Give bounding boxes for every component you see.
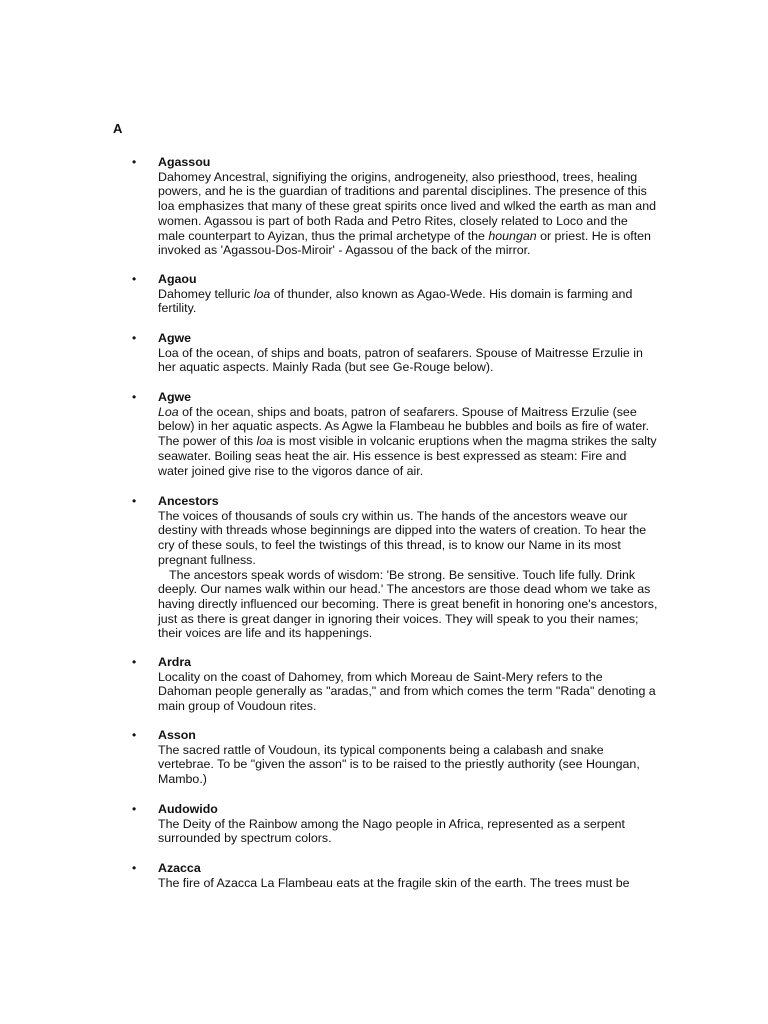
entry-term: Agaou <box>158 272 197 286</box>
entry-term: Agwe <box>158 331 192 345</box>
bullet-icon: • <box>132 494 137 508</box>
entry-term: Audowido <box>158 802 218 816</box>
entry-term: Agwe <box>158 390 192 404</box>
entry-term: Agassou <box>158 155 211 169</box>
bullet-icon: • <box>132 331 137 345</box>
entry-description: Dahomey Ancestral, signifiying the origins, androgeneity, also priesthood, trees, healing powers, and he is the guardian of traditions and parental disciplines. The presence of this loa emphasizes that many of these great spirits once lived and wlked the earth as man and women. Agassou is part of both Rada and Petro Rites, closely related to Loco and the male counterpart to Ayizan, thus the primal archetype of the houngan or priest. He is often invoked as 'Agassou-Dos-Miroir' - Agassou of the back of the mirror. <box>158 169 656 258</box>
entry-ancestors <box>132 494 658 641</box>
bullet-icon: • <box>132 861 137 875</box>
entry-ardra <box>132 655 658 714</box>
bullet-icon: • <box>132 802 137 816</box>
entry-agwe <box>132 331 658 375</box>
entry-description: The sacred rattle of Voudoun, its typical components being a calabash and snake vertebrae. To be "given the asson" is to be raised to the priestly authority (see Houngan, Mambo.) <box>158 742 640 787</box>
entry-description: The fire of Azacca La Flambeau eats at the fragile skin of the earth. The trees must be <box>158 875 630 890</box>
entry-description-continued: The ancestors speak words of wisdom: 'Be strong. Be sensitive. Touch life fully. Drink deeply. Our names walk within our head.' The ancestors are those dead whom we take as having directly influenced our becoming. There is great benefit in honoring one's ancestors, just as there is great danger in ignoring their voices. They will speak to you their names; their voices are life and its happenings. <box>158 567 658 641</box>
entry-description: Locality on the coast of Dahomey, from which Moreau de Saint-Mery refers to the Dahoman people generally as "aradas," and from which comes the term "Rada" denoting a main group of Voudoun rites. <box>158 669 656 714</box>
entry-term: Asson <box>158 728 196 742</box>
section-letter: A <box>113 121 123 136</box>
entry-description: Dahomey telluric loa of thunder, also known as Agao-Wede. His domain is farming and fertility. <box>158 286 633 316</box>
bullet-icon: • <box>132 728 137 742</box>
entry-asson <box>132 728 658 787</box>
entry-agassou <box>132 155 658 258</box>
entry-audowido <box>132 802 658 846</box>
bullet-icon: • <box>132 655 137 669</box>
entry-term: Ancestors <box>158 494 219 508</box>
entry-agwe-2 <box>132 390 658 478</box>
entry-description: The Deity of the Rainbow among the Nago people in Africa, represented as a serpent surrounded by spectrum colors. <box>158 816 625 846</box>
bullet-icon: • <box>132 390 137 404</box>
entry-description: Loa of the ocean, of ships and boats, patron of seafarers. Spouse of Maitresse Erzulie in her aquatic aspects. Mainly Rada (but see Ge-Rouge below). <box>158 345 643 375</box>
entry-description: Loa of the ocean, ships and boats, patron of seafarers. Spouse of Maitress Erzulie (see below) in her aquatic aspects. As Agwe la Flambeau he bubbles and boils as fire of water. The power of this loa is most visible in volcanic eruptions when the magma strikes the salty seawater. Boiling seas heat the air. His essence is best expressed as steam: Fire and water joined give rise to the vigoros dance of air. <box>158 404 657 478</box>
entry-azacca <box>132 861 658 890</box>
entry-term: Ardra <box>158 655 192 669</box>
bullet-icon: • <box>132 272 137 286</box>
entry-term: Azacca <box>158 861 201 875</box>
entry-description: The voices of thousands of souls cry within us. The hands of the ancestors weave our destiny with threads whose beginnings are dipped into the waters of creation. To hear the cry of these souls, to feel the twistings of this thread, is to know our Name in its most pregnant fullness. <box>158 508 647 567</box>
bullet-icon: • <box>132 155 137 169</box>
entry-agaou <box>132 272 658 316</box>
